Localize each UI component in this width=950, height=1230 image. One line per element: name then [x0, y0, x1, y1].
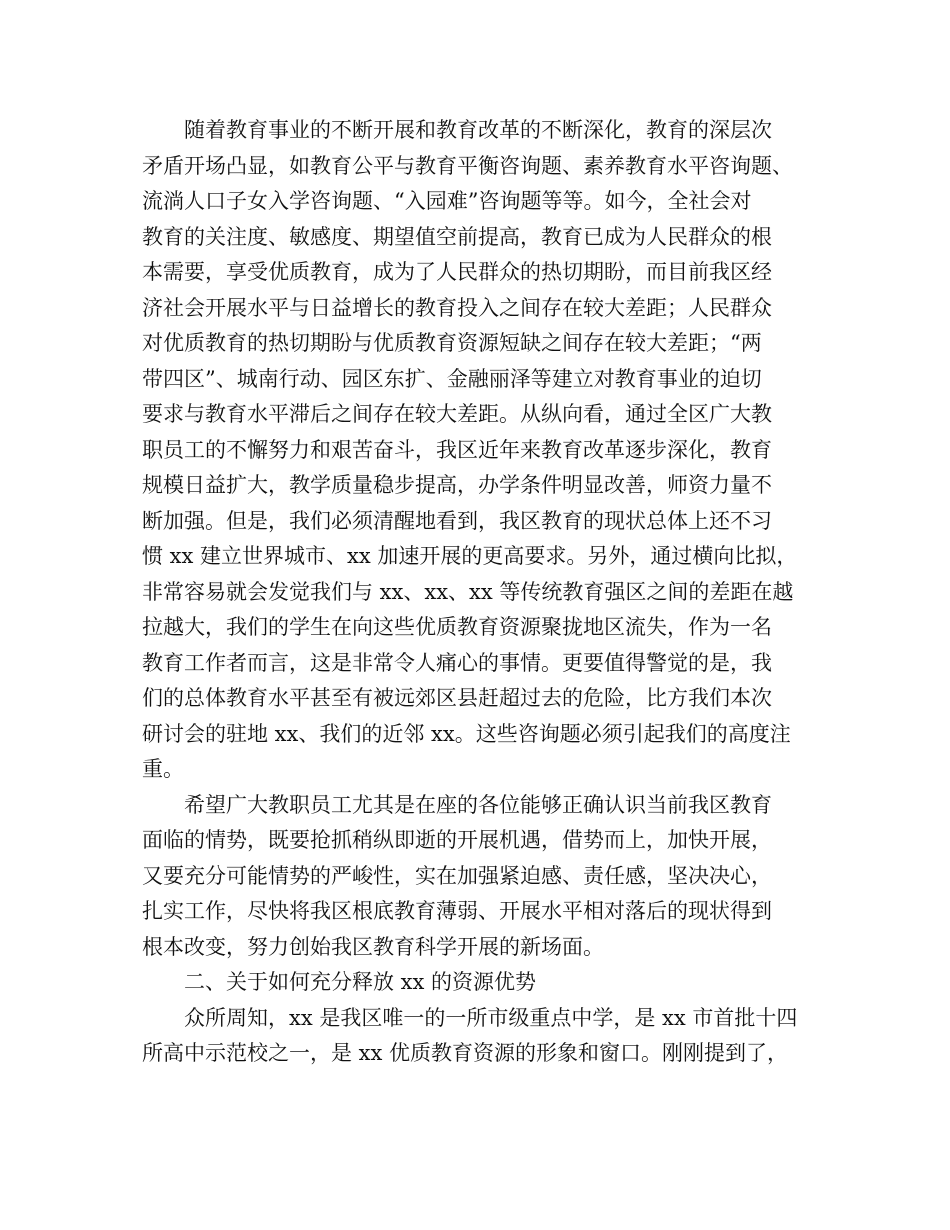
- text-line: 流淌人口子女入学咨询题、“入园难”咨询题等等。如今，全社会对: [142, 189, 752, 213]
- document-body: [142, 113, 832, 1072]
- text-line: 要求与教育水平滞后之间存在较大差距。从纵向看，通过全区广大教: [142, 402, 772, 426]
- text-line: 所高中示范校之一，是 xx 优质教育资源的形象和窗口。刚刚提到了，: [142, 1041, 789, 1065]
- text-line: 规模日益扩大，教学质量稳步提高，办学条件明显改善，师资力量不: [142, 473, 772, 497]
- text-line: 面临的情势，既要抢抓稍纵即逝的开展机遇，借势而上，加快开展，: [142, 828, 772, 852]
- text-line: 根本改变，努力创始我区教育科学开展的新场面。: [142, 934, 604, 959]
- text-line: 职员工的不懈努力和艰苦奋斗，我区近年来教育改革逐步深化，教育: [142, 437, 772, 462]
- text-line: 教育工作者而言，这是非常令人痛心的事情。更要值得警觉的是，我: [142, 650, 772, 675]
- text-line: 断加强。但是，我们必须清醒地看到，我区教育的现状总体上还不习: [142, 508, 772, 533]
- text-line: 重。: [142, 757, 184, 781]
- text-line: 济社会开展水平与日益增长的教育投入之间存在较大差距；人民群众: [142, 295, 772, 320]
- text-line: 二、关于如何充分释放 xx 的资源优势: [184, 970, 537, 994]
- text-line: 众所周知，xx 是我区唯一的一所市级重点中学，是 xx 市首批十四: [184, 1005, 798, 1030]
- text-line: 随着教育事业的不断开展和教育改革的不断深化，教育的深层次: [184, 118, 772, 142]
- text-line: 教育的关注度、敏感度、期望值空前提高，教育已成为人民群众的根: [142, 224, 772, 249]
- text-line: 带四区”、城南行动、园区东扩、金融丽泽等建立对教育事业的迫切: [142, 366, 762, 391]
- text-line: 对优质教育的热切期盼与优质教育资源短缺之间存在较大差距；“两: [142, 331, 762, 355]
- text-line: 本需要，享受优质教育，成为了人民群众的热切期盼，而目前我区经: [142, 260, 772, 284]
- text-line: 拉越大，我们的学生在向这些优质教育资源聚拢地区流失，作为一名: [142, 615, 772, 639]
- text-line: 惯 xx 建立世界城市、xx 加速开展的更高要求。另外，通过横向比拟，: [142, 544, 798, 568]
- text-line: 研讨会的驻地 xx、我们的近邻 xx。这些咨询题必须引起我们的高度注: [142, 721, 791, 746]
- text-line: 非常容易就会发觉我们与 xx、xx、xx 等传统教育强区之间的差距在越: [142, 579, 794, 604]
- text-line: 矛盾开场凸显，如教育公平与教育平衡咨询题、素养教育水平咨询题、: [142, 153, 793, 178]
- text-line: 希望广大教职员工尤其是在座的各位能够正确认识当前我区教育: [184, 792, 772, 817]
- text-line: 们的总体教育水平甚至有被远郊区县赶超过去的危险，比方我们本次: [142, 686, 772, 710]
- text-line: 扎实工作，尽快将我区根底教育薄弱、开展水平相对落后的现状得到: [142, 899, 772, 923]
- text-line: 又要充分可能情势的严峻性，实在加强紧迫感、责任感，坚决决心，: [142, 863, 772, 888]
